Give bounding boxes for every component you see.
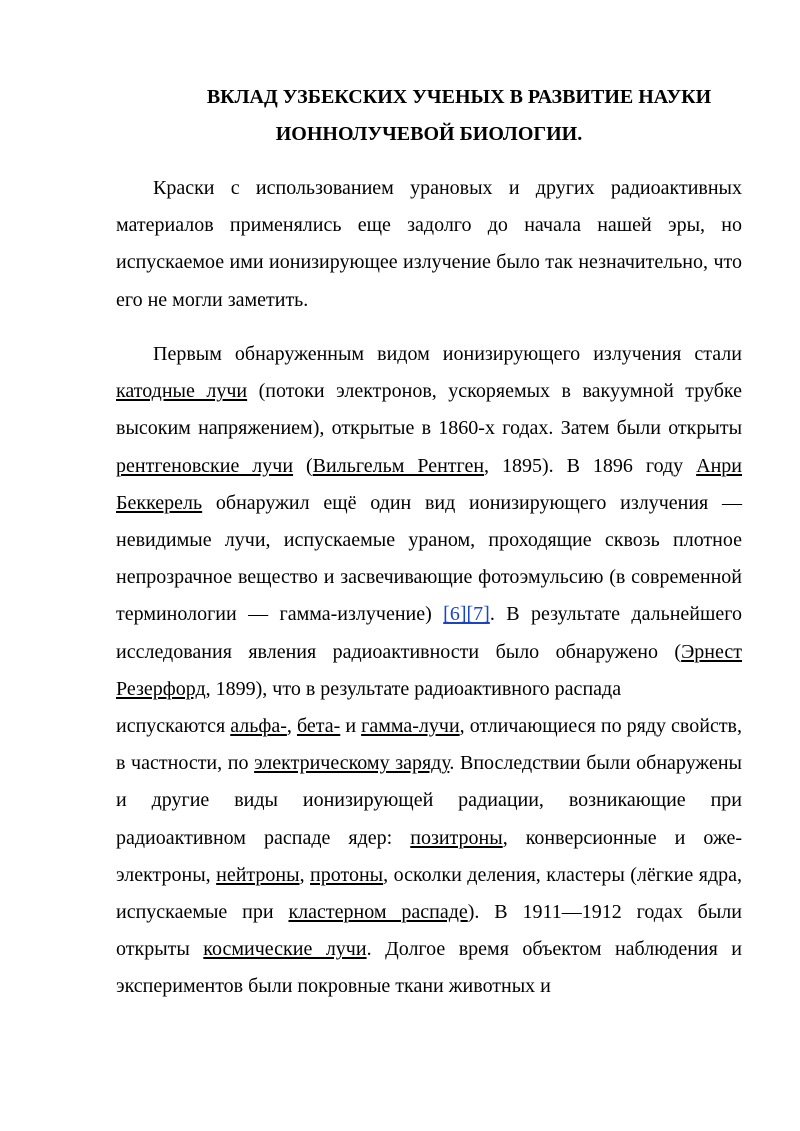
p2-text: Первым обнаруженным видом ионизирующего излучения стали [153,343,742,365]
link-cosmic-rays[interactable]: космические лучи [203,938,367,961]
p2-text: , 1895). В 1896 году [484,454,697,477]
p2-text: , конверсионные и оже-электроны, [116,826,742,886]
reference-link[interactable]: [6][7] [443,603,490,626]
p2-text: , [286,715,297,738]
document-title-line-1: ВКЛАД УЗБЕКСКИХ УЧЕНЫХ В РАЗВИТИЕ НАУКИ [206,86,712,108]
link-positrons[interactable]: позитроны [410,826,503,849]
link-cathode-rays[interactable]: катодные лучи [116,380,248,403]
document-title-line-2: ИОННОЛУЧЕВОЙ БИОЛОГИИ. [275,123,583,145]
link-beta-rays[interactable]: бета- [296,715,341,738]
p2-text: ). В 1911—1912 годах были открыты [116,901,742,961]
paragraph-2 [116,336,742,1006]
link-cluster-decay[interactable]: кластерном распаде [288,901,468,924]
p2-text: . В результате дальнейшего исследования явления радиоактивности было обнаружено ( [116,603,742,663]
link-neutrons[interactable]: нейтроны [216,863,300,886]
link-roentgen[interactable]: Вильгельм Рентген [312,454,485,477]
p2-text: . Впоследствии были обнаружены и другие виды ионизирующей радиации, возникающие при радиоактивном распаде ядер: [116,752,742,849]
p2-text: ( [293,454,313,477]
link-gamma-rays[interactable]: гамма-лучи [361,715,460,738]
link-rutherford[interactable]: Эрнест Резерфорд [116,640,742,700]
paragraph-1: Краски с использованием урановых и других радиоактивных материалов применялись еще задолго до начала нашей эры, но испускаемое ими ионизирующее излучение было так незначительно, что его не могли заметить. [116,177,742,311]
p2-text: (потоки электронов, ускоряемых в вакуумной трубке высоким напряжением), открытые в 1860-х годах. Затем были открыты [116,380,743,440]
link-electric-charge[interactable]: электрическому заряду [254,752,450,775]
p2-text: и [340,715,362,738]
p2-text: , 1899), что в результате радиоактивного распада [205,677,622,700]
p2-text: , [299,863,311,886]
p2-text: обнаружил ещё один вид ионизирующего излучения — невидимые лучи, испускаемые ураном, проходящие сквозь плотное непрозрачное вещество и засвечивающие фотоэмульсию (в современной терминологии — гамма-излучение) [116,491,742,626]
link-xrays[interactable]: рентгеновские лучи [116,454,294,477]
link-alpha-rays[interactable]: альфа- [230,715,287,738]
p2-text: испускаются [116,715,231,738]
link-protons[interactable]: протоны [310,863,384,886]
link-becquerel[interactable]: Анри Беккерель [116,454,742,514]
p2-text: , отличающиеся по ряду свойств, в частности, по [116,715,743,775]
p2-text: , осколки деления, кластеры (лёгкие ядра, испускаемые при [116,863,742,924]
p2-text: . Долгое время объектом наблюдения и экспериментов были покровные ткани животных и [116,938,742,998]
p2-line-break [116,708,742,1006]
